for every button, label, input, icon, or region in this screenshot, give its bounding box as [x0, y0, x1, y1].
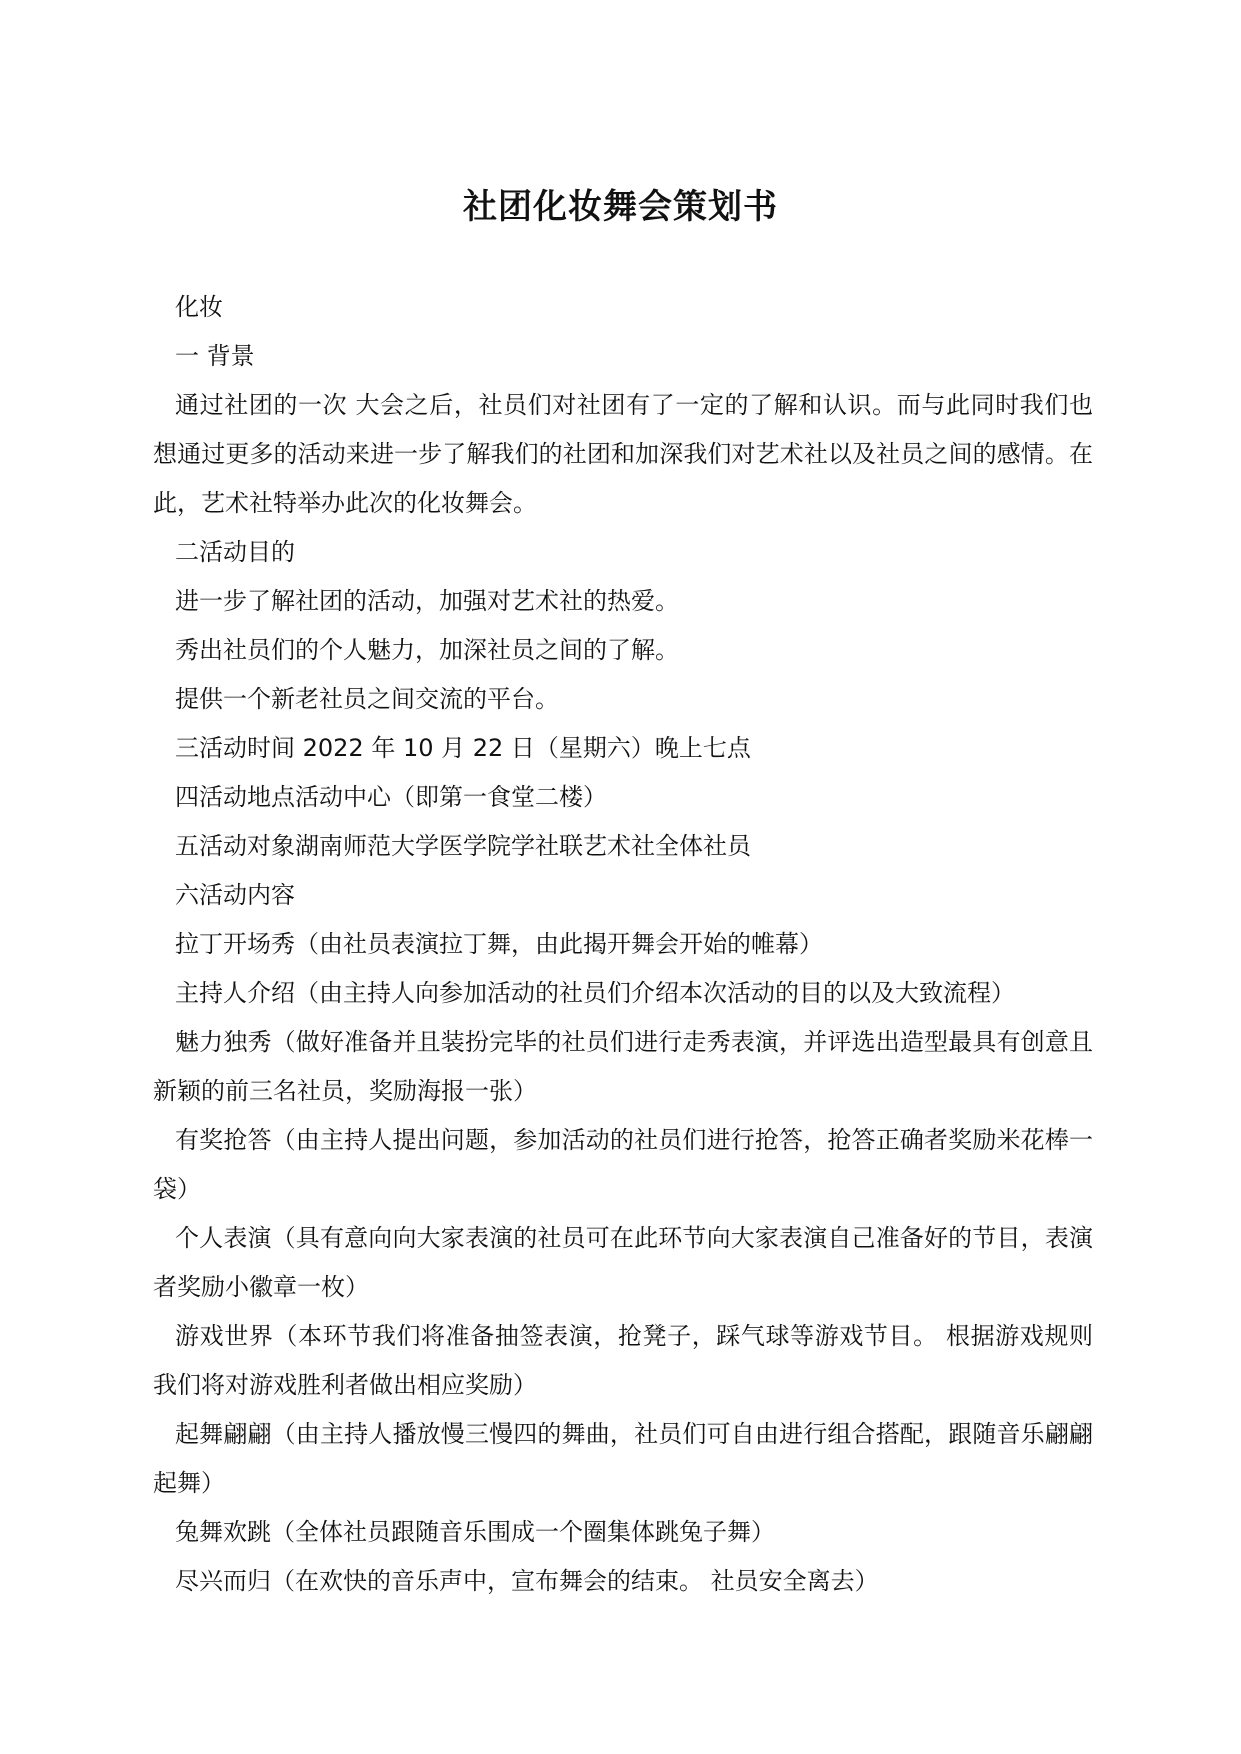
content-item-dance: 起舞翩翩（由主持人播放慢三慢四的舞曲，社员们可自由进行组合搭配，跟随音乐翩翩起舞）	[153, 1420, 1093, 1497]
content-item-host-intro: 主持人介绍（由主持人向参加活动的社员们介绍本次活动的目的以及大致流程）	[175, 979, 1015, 1007]
paragraph-purpose-1: 进一步了解社团的活动，加强对艺术社的热爱。	[175, 587, 679, 615]
section-background-heading: 一 背景	[175, 342, 255, 370]
content-item-catwalk: 魅力独秀（做好准备并且装扮完毕的社员们进行走秀表演，并评选出造型最具有创意且新颖的前三名社员，奖励海报一张）	[153, 1028, 1093, 1105]
content-item-latin-show: 拉丁开场秀（由社员表演拉丁舞，由此揭开舞会开始的帷幕）	[175, 930, 823, 958]
content-item-performance: 个人表演（具有意向向大家表演的社员可在此环节向大家表演自己准备好的节目，表演者奖励小徽章一枚）	[153, 1224, 1093, 1301]
section-purpose-heading: 二活动目的	[175, 538, 295, 566]
document-title: 社团化妆舞会策划书	[463, 186, 778, 227]
content-item-bunny-dance: 兔舞欢跳（全体社员跟随音乐围成一个圈集体跳兔子舞）	[175, 1518, 775, 1546]
document-body	[153, 283, 1093, 1606]
section-time: 三活动时间 2022 年 10 月 22 日（星期六）晚上七点	[175, 734, 751, 762]
section-location: 四活动地点活动中心（即第一食堂二楼）	[175, 783, 607, 811]
content-item-closing: 尽兴而归（在欢快的音乐声中，宣布舞会的结束。 社员安全离去）	[175, 1567, 879, 1595]
content-item-games: 游戏世界（本环节我们将准备抽签表演，抢凳子，踩气球等游戏节目。 根据游戏规则我们将对游戏胜利者做出相应奖励）	[153, 1322, 1093, 1399]
paragraph-background: 通过社团的一次 大会之后，社员们对社团有了一定的了解和认识。而与此同时我们也想通过更多的活动来进一步了解我们的社团和加深我们对艺术社以及社员之间的感情。在此，艺术社特举办此次的化妆舞会。	[153, 391, 1093, 517]
content-item-quiz: 有奖抢答（由主持人提出问题，参加活动的社员们进行抢答，抢答正确者奖励米花棒一袋）	[153, 1126, 1093, 1203]
section-audience: 五活动对象湖南师范大学医学院学社联艺术社全体社员	[175, 832, 751, 860]
paragraph-purpose-3: 提供一个新老社员之间交流的平台。	[175, 685, 559, 713]
section-content-heading: 六活动内容	[175, 881, 295, 909]
paragraph-purpose-2: 秀出社员们的个人魅力，加深社员之间的了解。	[175, 636, 679, 664]
paragraph-makeup: 化妆	[175, 293, 223, 321]
